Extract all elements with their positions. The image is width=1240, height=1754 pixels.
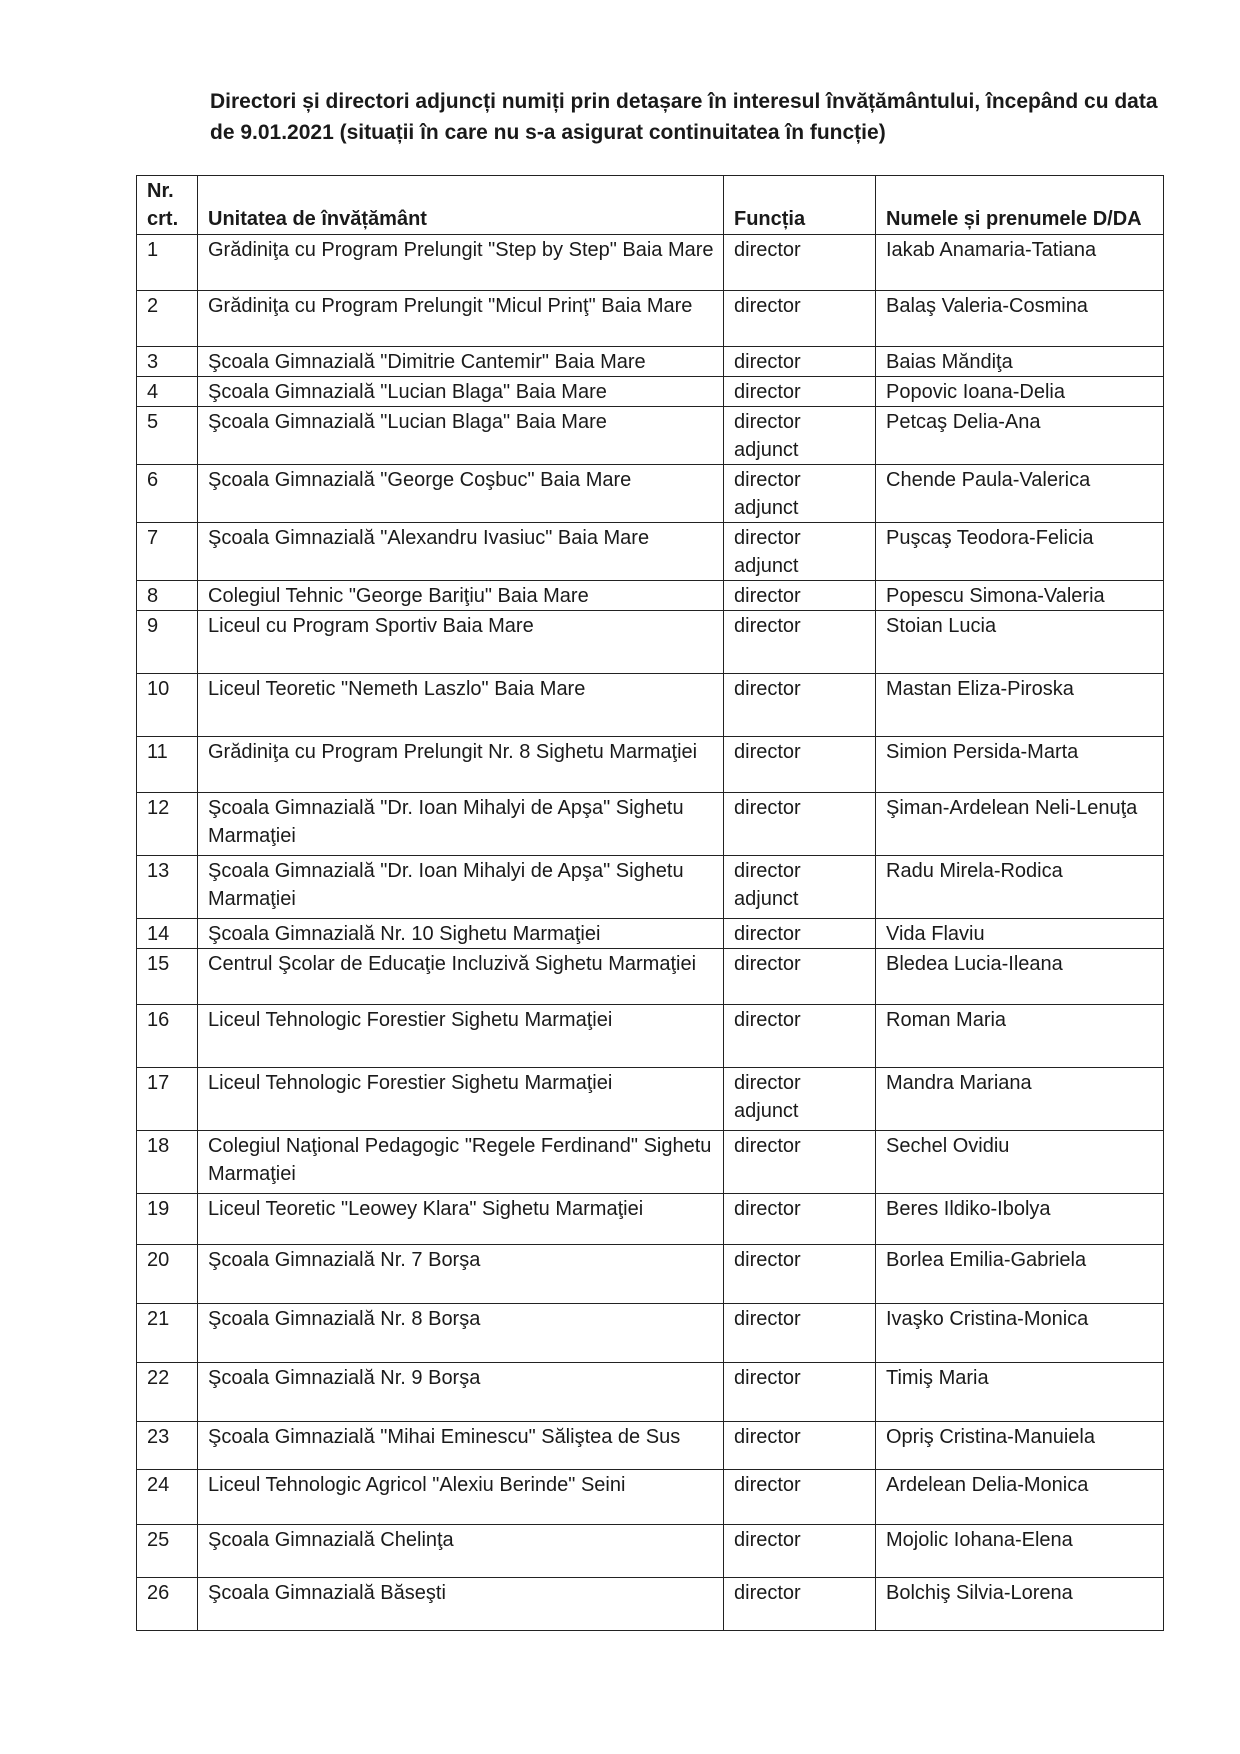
table-row — [137, 737, 1164, 793]
cell-nr: 16 — [137, 1005, 198, 1068]
cell-function: director — [724, 611, 876, 674]
cell-unit: Şcoala Gimnazială Nr. 7 Borşa — [198, 1245, 724, 1304]
cell-function: director adjunct — [724, 523, 876, 581]
cell-nr: 25 — [137, 1525, 198, 1578]
cell-name: Popescu Simona-Valeria — [876, 581, 1164, 611]
cell-function: director — [724, 919, 876, 949]
cell-unit: Grădiniţa cu Program Prelungit Nr. 8 Sighetu Marmaţiei — [198, 737, 724, 793]
table-row — [137, 856, 1164, 919]
cell-name: Ardelean Delia-Monica — [876, 1470, 1164, 1525]
cell-function: director — [724, 737, 876, 793]
cell-unit: Şcoala Gimnazială "Dr. Ioan Mihalyi de Apşa" Sighetu Marmaţiei — [198, 856, 724, 919]
cell-unit: Şcoala Gimnazială "Lucian Blaga" Baia Mare — [198, 407, 724, 465]
cell-function: director adjunct — [724, 856, 876, 919]
cell-unit: Colegiul Naţional Pedagogic "Regele Ferdinand" Sighetu Marmaţiei — [198, 1131, 724, 1194]
cell-nr: 12 — [137, 793, 198, 856]
header-nr: Nr. crt. — [137, 176, 198, 235]
cell-nr: 3 — [137, 347, 198, 377]
cell-name: Balaş Valeria-Cosmina — [876, 291, 1164, 347]
cell-unit: Şcoala Gimnazială Chelinţa — [198, 1525, 724, 1578]
cell-nr: 24 — [137, 1470, 198, 1525]
cell-function: director — [724, 1422, 876, 1470]
cell-unit: Centrul Şcolar de Educaţie Incluzivă Sighetu Marmaţiei — [198, 949, 724, 1005]
table-row — [137, 291, 1164, 347]
cell-unit: Liceul Tehnologic Forestier Sighetu Marmaţiei — [198, 1005, 724, 1068]
cell-name: Stoian Lucia — [876, 611, 1164, 674]
table-row — [137, 1304, 1164, 1363]
table-row — [137, 523, 1164, 581]
table-row — [137, 465, 1164, 523]
cell-function: director — [724, 1194, 876, 1245]
cell-nr: 1 — [137, 235, 198, 291]
cell-unit: Liceul Tehnologic Agricol "Alexiu Berinde" Seini — [198, 1470, 724, 1525]
cell-name: Borlea Emilia-Gabriela — [876, 1245, 1164, 1304]
table-row — [137, 581, 1164, 611]
cell-function: director adjunct — [724, 465, 876, 523]
table-row — [137, 674, 1164, 737]
cell-function: director — [724, 347, 876, 377]
table-row — [137, 949, 1164, 1005]
cell-name: Roman Maria — [876, 1005, 1164, 1068]
table-header-row — [137, 176, 1164, 235]
cell-function: director — [724, 949, 876, 1005]
cell-function: director — [724, 1525, 876, 1578]
cell-name: Popovic Ioana-Delia — [876, 377, 1164, 407]
table-row — [137, 377, 1164, 407]
cell-nr: 19 — [137, 1194, 198, 1245]
table-row — [137, 347, 1164, 377]
cell-nr: 18 — [137, 1131, 198, 1194]
table-row — [137, 793, 1164, 856]
cell-name: Baias Măndiţa — [876, 347, 1164, 377]
cell-function: director — [724, 793, 876, 856]
cell-unit: Şcoala Gimnazială "Lucian Blaga" Baia Mare — [198, 377, 724, 407]
cell-unit: Liceul Tehnologic Forestier Sighetu Marmaţiei — [198, 1068, 724, 1131]
table-row — [137, 1470, 1164, 1525]
cell-nr: 4 — [137, 377, 198, 407]
cell-name: Mojolic Iohana-Elena — [876, 1525, 1164, 1578]
cell-function: director — [724, 1131, 876, 1194]
cell-unit: Colegiul Tehnic "George Bariţiu" Baia Mare — [198, 581, 724, 611]
cell-unit: Şcoala Gimnazială "Alexandru Ivasiuc" Baia Mare — [198, 523, 724, 581]
table-row — [137, 1245, 1164, 1304]
table-row — [137, 1068, 1164, 1131]
cell-unit: Şcoala Gimnazială Nr. 9 Borşa — [198, 1363, 724, 1422]
cell-function: director — [724, 581, 876, 611]
cell-nr: 10 — [137, 674, 198, 737]
cell-nr: 11 — [137, 737, 198, 793]
table-row — [137, 1005, 1164, 1068]
cell-function: director — [724, 377, 876, 407]
page-title: Directori și directori adjuncți numiți prin detașare în interesul învățământului, începând cu data de 9.01.2021 (situații în care nu s-a asigurat continuitatea în funcție) — [210, 90, 1158, 144]
cell-nr: 9 — [137, 611, 198, 674]
cell-name: Vida Flaviu — [876, 919, 1164, 949]
cell-unit: Grădiniţa cu Program Prelungit "Step by Step" Baia Mare — [198, 235, 724, 291]
cell-nr: 23 — [137, 1422, 198, 1470]
cell-name: Iakab Anamaria-Tatiana — [876, 235, 1164, 291]
cell-function: director — [724, 1245, 876, 1304]
cell-name: Mastan Eliza-Piroska — [876, 674, 1164, 737]
cell-nr: 14 — [137, 919, 198, 949]
cell-nr: 2 — [137, 291, 198, 347]
cell-unit: Şcoala Gimnazială "Dimitrie Cantemir" Baia Mare — [198, 347, 724, 377]
cell-unit: Şcoala Gimnazială Băseşti — [198, 1578, 724, 1631]
cell-function: director — [724, 291, 876, 347]
cell-nr: 26 — [137, 1578, 198, 1631]
cell-name: Ivaşko Cristina-Monica — [876, 1304, 1164, 1363]
table-row — [137, 1131, 1164, 1194]
cell-function: director — [724, 1578, 876, 1631]
cell-nr: 7 — [137, 523, 198, 581]
cell-function: director — [724, 1304, 876, 1363]
header-name: Numele și prenumele D/DA — [876, 176, 1164, 235]
cell-unit: Grădiniţa cu Program Prelungit "Micul Prinţ" Baia Mare — [198, 291, 724, 347]
cell-unit: Şcoala Gimnazială "Dr. Ioan Mihalyi de Apşa" Sighetu Marmaţiei — [198, 793, 724, 856]
cell-function: director — [724, 674, 876, 737]
cell-nr: 8 — [137, 581, 198, 611]
cell-nr: 17 — [137, 1068, 198, 1131]
cell-name: Petcaş Delia-Ana — [876, 407, 1164, 465]
table-body — [137, 235, 1164, 1631]
cell-nr: 5 — [137, 407, 198, 465]
directors-table — [136, 175, 1164, 1631]
cell-name: Chende Paula-Valerica — [876, 465, 1164, 523]
header-function: Funcția — [724, 176, 876, 235]
cell-name: Bledea Lucia-Ileana — [876, 949, 1164, 1005]
cell-function: director — [724, 1470, 876, 1525]
cell-unit: Şcoala Gimnazială Nr. 10 Sighetu Marmaţiei — [198, 919, 724, 949]
table-row — [137, 1578, 1164, 1631]
table-row — [137, 235, 1164, 291]
cell-unit: Liceul Teoretic "Nemeth Laszlo" Baia Mare — [198, 674, 724, 737]
cell-nr: 13 — [137, 856, 198, 919]
cell-nr: 20 — [137, 1245, 198, 1304]
table-row — [137, 1194, 1164, 1245]
cell-name: Opriş Cristina-Manuiela — [876, 1422, 1164, 1470]
cell-name: Mandra Mariana — [876, 1068, 1164, 1131]
table-row — [137, 1525, 1164, 1578]
cell-nr: 6 — [137, 465, 198, 523]
table-row — [137, 919, 1164, 949]
header-unit: Unitatea de învățământ — [198, 176, 724, 235]
cell-function: director adjunct — [724, 1068, 876, 1131]
cell-nr: 15 — [137, 949, 198, 1005]
table-row — [137, 1422, 1164, 1470]
cell-unit: Şcoala Gimnazială "George Coşbuc" Baia Mare — [198, 465, 724, 523]
cell-name: Beres Ildiko-Ibolya — [876, 1194, 1164, 1245]
cell-name: Simion Persida-Marta — [876, 737, 1164, 793]
cell-function: director — [724, 1005, 876, 1068]
table-row — [137, 407, 1164, 465]
cell-nr: 21 — [137, 1304, 198, 1363]
cell-name: Sechel Ovidiu — [876, 1131, 1164, 1194]
cell-unit: Şcoala Gimnazială "Mihai Eminescu" Săliştea de Sus — [198, 1422, 724, 1470]
table-row — [137, 1363, 1164, 1422]
cell-function: director — [724, 235, 876, 291]
cell-name: Puşcaş Teodora-Felicia — [876, 523, 1164, 581]
cell-unit: Liceul cu Program Sportiv Baia Mare — [198, 611, 724, 674]
cell-name: Radu Mirela-Rodica — [876, 856, 1164, 919]
cell-name: Şiman-Ardelean Neli-Lenuţa — [876, 793, 1164, 856]
cell-unit: Şcoala Gimnazială Nr. 8 Borşa — [198, 1304, 724, 1363]
cell-name: Timiş Maria — [876, 1363, 1164, 1422]
table-row — [137, 611, 1164, 674]
cell-function: director adjunct — [724, 407, 876, 465]
cell-nr: 22 — [137, 1363, 198, 1422]
cell-function: director — [724, 1363, 876, 1422]
cell-name: Bolchiş Silvia-Lorena — [876, 1578, 1164, 1631]
cell-unit: Liceul Teoretic "Leowey Klara" Sighetu Marmaţiei — [198, 1194, 724, 1245]
